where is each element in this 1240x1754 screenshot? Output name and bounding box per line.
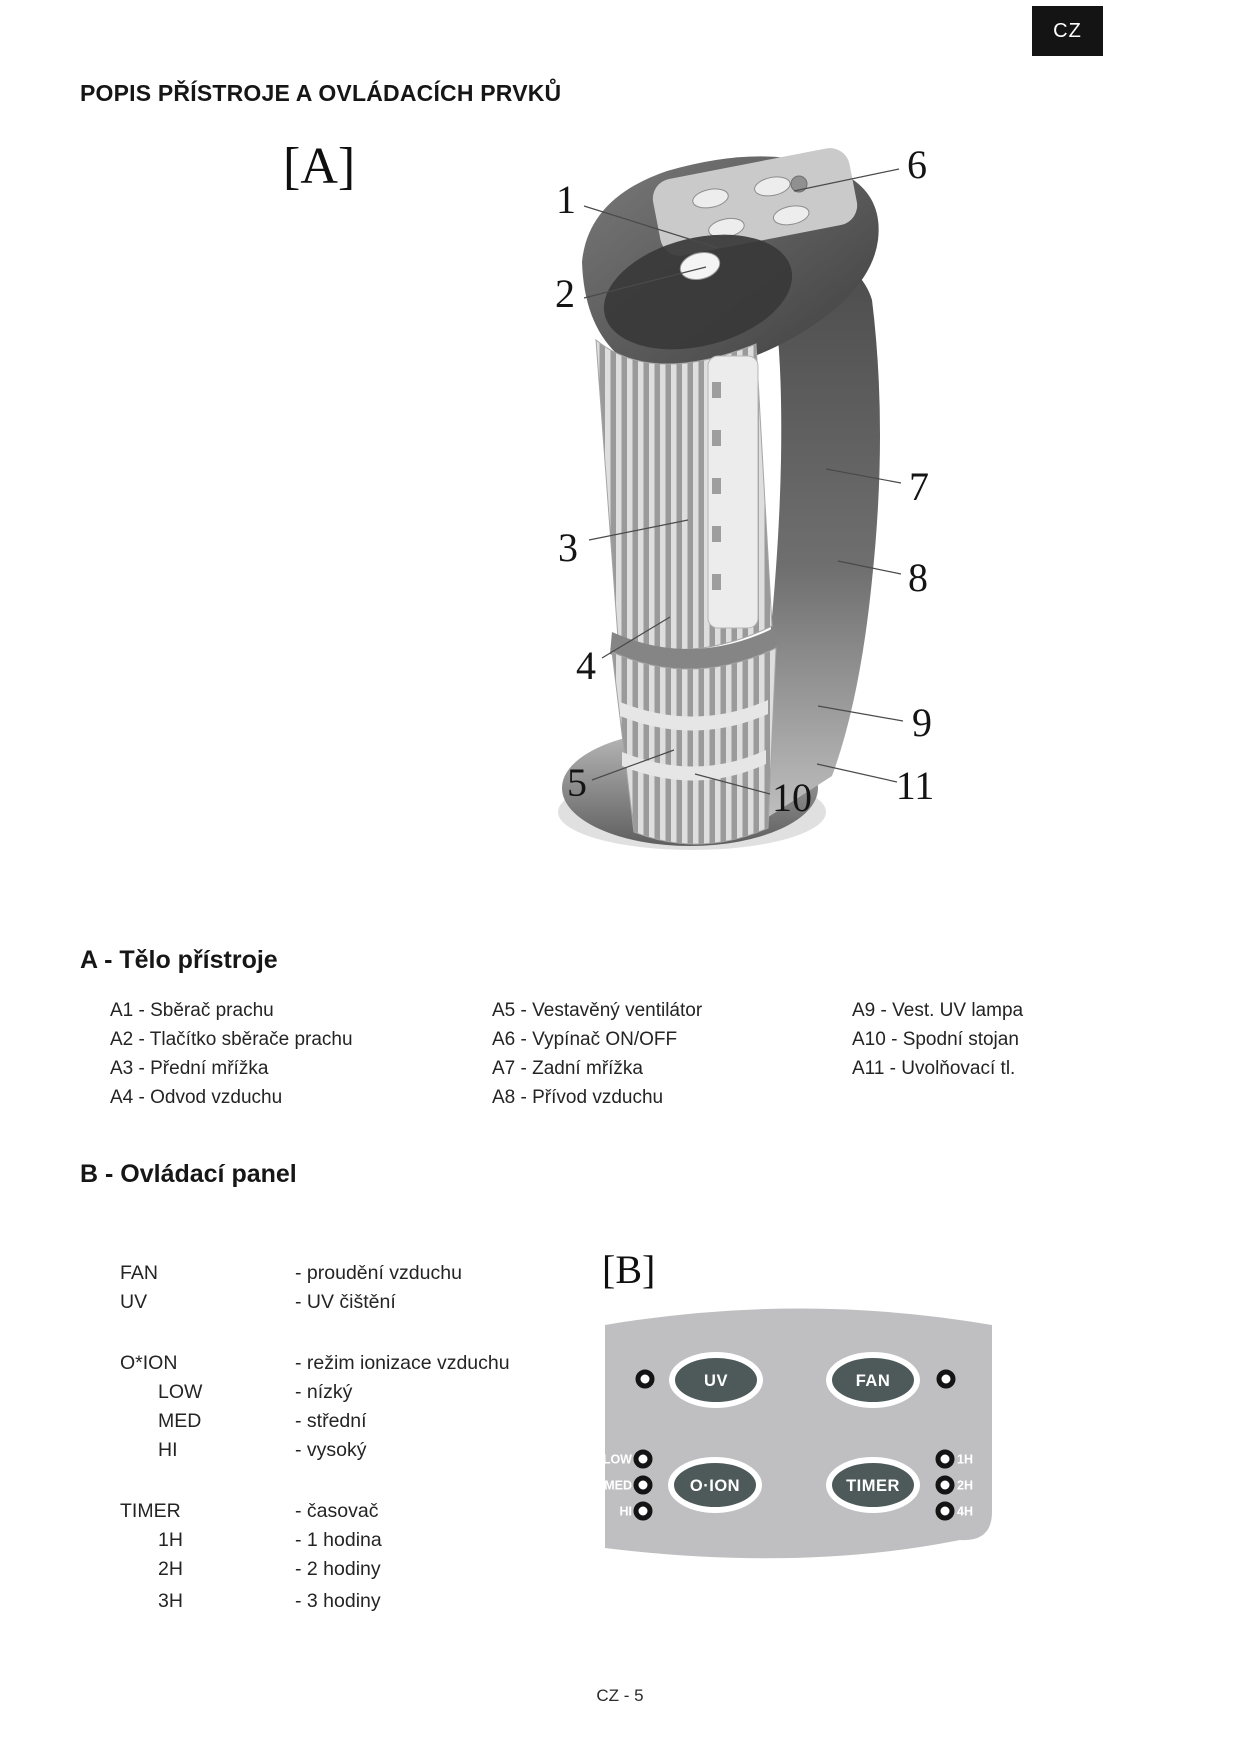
device-diagram — [530, 140, 1010, 860]
callout-8: 8 — [908, 555, 928, 600]
med-led — [636, 1478, 650, 1492]
parts-list-column-3 — [852, 996, 1023, 1083]
part-label: A7 - Zadní mřížka — [492, 1058, 643, 1079]
callout-9: 9 — [912, 700, 932, 745]
part-label: A6 - Vypínač ON/OFF — [492, 1029, 678, 1050]
legend-def: - proudění vzduchu — [295, 1262, 462, 1284]
timer-button — [826, 1457, 920, 1513]
legend-term: 3H — [158, 1590, 183, 1612]
page-number: CZ - 5 — [596, 1686, 644, 1705]
part-label: A4 - Odvod vzduchu — [110, 1087, 283, 1108]
legend-term: 2H — [158, 1558, 183, 1580]
part-label: A2 - Tlačítko sběrače prachu — [110, 1029, 353, 1050]
part-label: A11 - Uvolňovací tl. — [852, 1058, 1016, 1079]
oion-button — [668, 1457, 762, 1513]
callout-7: 7 — [909, 464, 929, 509]
callout-1: 1 — [556, 177, 576, 222]
legend-term: UV — [120, 1291, 148, 1313]
legend-row — [120, 1407, 510, 1436]
hi-led — [636, 1504, 650, 1518]
legend-def: - UV čištění — [295, 1291, 396, 1313]
part-label: A10 - Spodní stojan — [852, 1029, 1019, 1050]
4h-led-label: 4H — [957, 1504, 973, 1519]
legend-def: - režim ionizace vzduchu — [295, 1352, 510, 1374]
2h-led-label: 2H — [957, 1478, 973, 1493]
legend-row — [120, 1526, 510, 1555]
callout-5: 5 — [567, 760, 587, 805]
control-panel-face — [602, 1309, 992, 1559]
legend-term: FAN — [120, 1262, 158, 1284]
legend-def: - nízký — [295, 1381, 353, 1403]
legend-row — [120, 1497, 510, 1526]
uv-button-label: UV — [704, 1372, 728, 1390]
legend-term: TIMER — [120, 1500, 181, 1522]
legend-row — [120, 1349, 510, 1378]
control-legend-list — [120, 1259, 510, 1616]
uv-button — [669, 1352, 763, 1408]
legend-row — [120, 1378, 510, 1407]
section-a-heading: A - Tělo přístroje — [80, 946, 278, 974]
legend-row — [120, 1259, 510, 1288]
low-led — [636, 1452, 650, 1466]
section-b-heading: B - Ovládací panel — [80, 1160, 297, 1188]
fan-led — [939, 1372, 953, 1386]
legend-row — [120, 1436, 510, 1465]
legend-def: - střední — [295, 1410, 367, 1432]
fan-button — [826, 1352, 920, 1408]
legend-row — [120, 1288, 510, 1317]
legend-term: HI — [158, 1439, 178, 1461]
callout-11: 11 — [895, 763, 935, 808]
figure-a-label: [A] — [283, 138, 356, 195]
legend-row — [120, 1555, 510, 1584]
part-label: A1 - Sběrač prachu — [110, 1000, 274, 1021]
2h-led — [938, 1478, 952, 1492]
legend-def: - 3 hodiny — [295, 1590, 381, 1612]
legend-term: MED — [158, 1410, 202, 1432]
control-panel-diagram — [540, 1280, 1010, 1590]
fan-button-label: FAN — [855, 1372, 891, 1390]
oion-button-label: O·ION — [689, 1477, 741, 1495]
callout-2: 2 — [555, 271, 575, 316]
callout-6: 6 — [907, 142, 927, 187]
low-led-label: LOW — [602, 1452, 632, 1467]
figure-b-label: [B] — [602, 1247, 656, 1292]
1h-led — [938, 1452, 952, 1466]
legend-def: - časovač — [295, 1500, 379, 1522]
front-grille-lower — [612, 648, 776, 844]
part-label: A5 - Vestavěný ventilátor — [492, 1000, 703, 1021]
legend-def: - 2 hodiny — [295, 1558, 381, 1580]
callout-3: 3 — [558, 525, 578, 570]
4h-led — [938, 1504, 952, 1518]
legend-def: - 1 hodina — [295, 1529, 382, 1551]
led-labels-right — [957, 1453, 973, 1519]
parts-list-column-2 — [492, 996, 702, 1112]
legend-row — [120, 1587, 510, 1616]
part-label: A3 - Přední mřížka — [110, 1058, 269, 1079]
med-led-label: MED — [604, 1478, 632, 1493]
hi-led-label: HI — [619, 1504, 632, 1519]
1h-led-label: 1H — [957, 1452, 973, 1467]
callout-10: 10 — [772, 775, 812, 820]
legend-term: 1H — [158, 1529, 183, 1551]
part-label: A9 - Vest. UV lampa — [852, 1000, 1024, 1021]
language-badge: CZ — [1032, 6, 1103, 56]
timer-button-label: TIMER — [846, 1477, 900, 1495]
callout-4: 4 — [576, 643, 596, 688]
legend-term: LOW — [158, 1381, 203, 1403]
legend-term: O*ION — [120, 1352, 178, 1374]
uv-led — [638, 1372, 652, 1386]
page-title: POPIS PŘÍSTROJE A OVLÁDACÍCH PRVKŮ — [80, 80, 562, 106]
part-label: A8 - Přívod vzduchu — [492, 1087, 664, 1108]
legend-def: - vysoký — [295, 1439, 367, 1461]
parts-list-column-1 — [110, 996, 353, 1112]
